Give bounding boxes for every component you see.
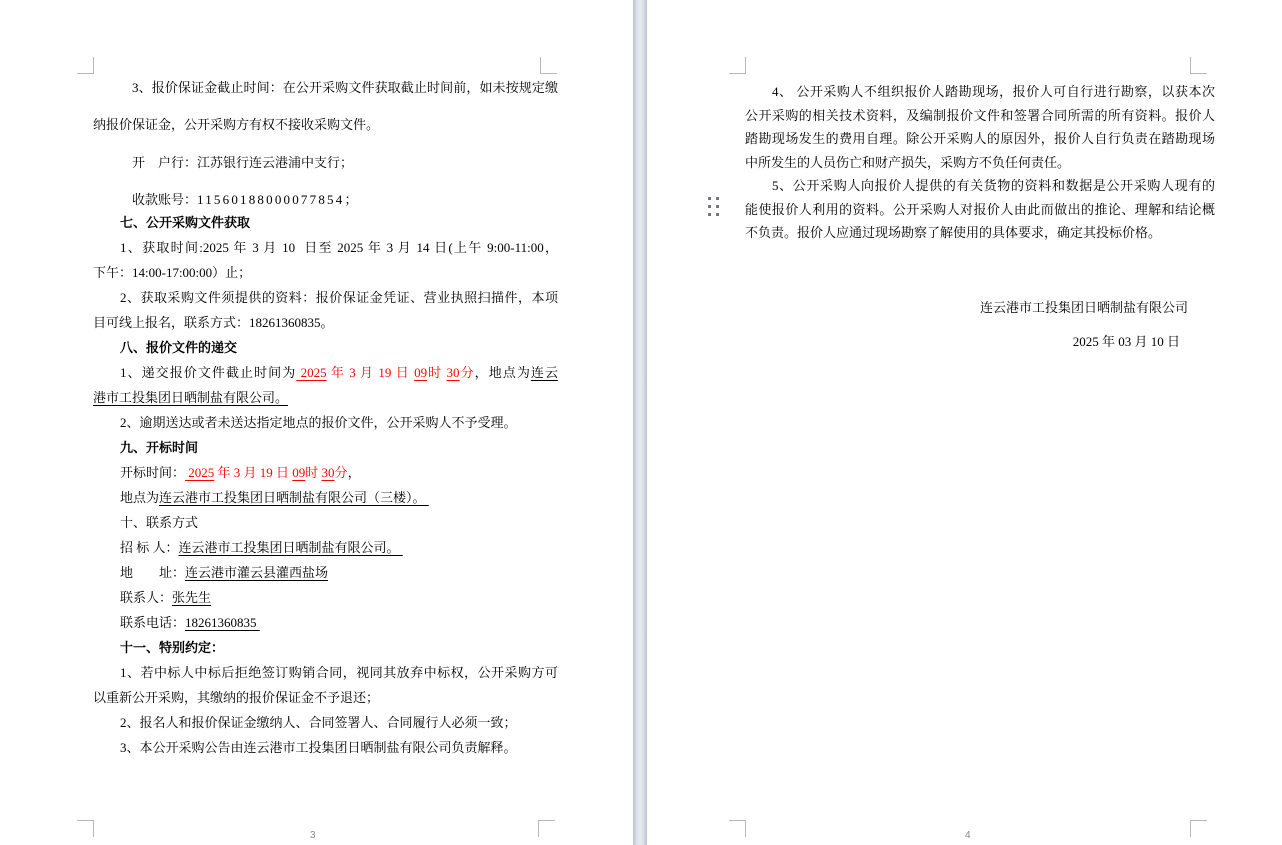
text-segment: 十、联系方式 bbox=[120, 515, 199, 530]
text-segment: 中所发生的人员伤亡和财产损失，采购方不负任何责任。 bbox=[745, 154, 1071, 170]
text-segment: 5、公开采购人向报价人提供的有关货物的资料和数据是公开采购人现有的 bbox=[772, 178, 1215, 193]
text-line bbox=[93, 310, 558, 335]
text-segment: 30 bbox=[321, 465, 335, 480]
text-line bbox=[93, 335, 558, 360]
text-line bbox=[93, 735, 558, 760]
page-3-intro-paragraphs bbox=[93, 69, 558, 218]
text-line bbox=[93, 660, 558, 685]
text-segment: 踏勘现场发生的费用自理。除公开采购人的原因外，报价人自行负责在踏勘现场 bbox=[745, 131, 1215, 146]
text-line bbox=[745, 174, 1215, 198]
text-segment: 开标时间： bbox=[120, 465, 186, 480]
text-segment: 连云港市工投集团日晒制盐有限公司（三楼）。 bbox=[159, 490, 429, 505]
text-line bbox=[745, 221, 1215, 245]
page-4-body-paragraphs bbox=[745, 80, 1215, 245]
text-segment: 年 3 月 19 日 bbox=[214, 465, 293, 480]
text-line bbox=[745, 198, 1215, 222]
text-segment: 年 3 月 19 日 bbox=[326, 365, 415, 380]
page-number-3: 3 bbox=[310, 830, 316, 841]
text-line bbox=[93, 610, 558, 635]
page-3 bbox=[0, 0, 633, 845]
text-segment: 3、报价保证金截止时间：在公开采购文件获取截止时间前，如未按规定缴 bbox=[132, 80, 558, 95]
text-segment: 2025 bbox=[185, 465, 215, 480]
text-line bbox=[93, 210, 558, 235]
text-boundary-mark-top-left bbox=[77, 57, 94, 74]
text-boundary-mark-top-left bbox=[729, 57, 746, 74]
text-segment: 11560188000077854 bbox=[197, 191, 345, 207]
text-line bbox=[93, 585, 558, 610]
page-3-body-paragraphs bbox=[93, 210, 558, 760]
page-gap bbox=[633, 0, 647, 845]
text-line bbox=[93, 460, 558, 485]
signature-company-name: 连云港市工投集团日晒制盐有限公司 bbox=[979, 300, 1188, 315]
text-segment: 09 bbox=[414, 365, 428, 380]
text-segment: 招 标 人： bbox=[120, 540, 179, 555]
text-segment: 时 bbox=[305, 465, 322, 480]
text-segment: 联系电话： bbox=[120, 615, 186, 630]
text-segment: 以重新公开采购，其缴纳的报价保证金不予退还； bbox=[93, 690, 380, 705]
text-segment: 2、逾期送达或者未送达指定地点的报价文件，公开采购人不予受理。 bbox=[120, 415, 517, 430]
text-line bbox=[93, 635, 558, 660]
text-segment: 30 bbox=[446, 365, 460, 380]
text-segment: 2、获取采购文件须提供的资料：报价保证金凭证、营业执照扫描件，本项 bbox=[120, 290, 558, 305]
text-line bbox=[93, 106, 558, 143]
text-segment: 1、递交报价文件截止时间为 bbox=[120, 365, 297, 380]
text-segment: ， bbox=[347, 465, 361, 480]
text-line bbox=[93, 685, 558, 710]
text-segment: ，地点为 bbox=[474, 365, 531, 380]
text-segment: 纳报价保证金，公开采购方有权不接收采购文件。 bbox=[93, 117, 380, 133]
text-line bbox=[93, 360, 558, 385]
text-segment: 收款账号： bbox=[132, 191, 198, 207]
text-segment: 七、公开采购文件获取 bbox=[120, 215, 251, 230]
text-line bbox=[93, 485, 558, 510]
text-line bbox=[745, 104, 1215, 128]
text-segment: 地 址： bbox=[120, 565, 186, 580]
text-segment: 地点为 bbox=[120, 490, 160, 505]
page-number-4: 4 bbox=[965, 830, 971, 841]
signature-date: 2025 年 03 月 10 日 bbox=[1072, 334, 1180, 349]
text-line bbox=[745, 151, 1215, 175]
text-line bbox=[93, 710, 558, 735]
text-segment: 4、 公开采购人不组织报价人踏勘现场，报价人可自行进行勘察，以获本次 bbox=[772, 84, 1215, 99]
text-line bbox=[93, 560, 558, 585]
text-segment: 连云 bbox=[530, 365, 558, 380]
drag-handle-dots bbox=[708, 197, 711, 200]
text-segment: 3、本公开采购公告由连云港市工投集团日晒制盐有限公司负责解释。 bbox=[120, 740, 517, 755]
text-line bbox=[93, 235, 558, 260]
text-segment: 能使报价人利用的资料。公开采购人对报价人由此而做出的推论、理解和结论概 bbox=[745, 201, 1215, 217]
text-segment: 九、开标时间 bbox=[120, 440, 199, 455]
text-segment: 1、获取时间:2025 年 3 月 10 日至 2025 年 3 月 14 日(上午 9:00-11:00， bbox=[120, 240, 558, 255]
text-segment: 开 户行：江苏银行连云港浦中支行； bbox=[132, 154, 354, 170]
text-segment: 时 bbox=[427, 365, 447, 380]
text-segment: 2025 bbox=[296, 365, 327, 380]
text-segment: ； bbox=[344, 191, 358, 207]
text-boundary-mark-top-right bbox=[1190, 57, 1207, 74]
text-line bbox=[93, 385, 558, 410]
text-line bbox=[93, 535, 558, 560]
text-line bbox=[93, 144, 558, 181]
text-segment: 1、若中标人中标后拒绝签订购销合同，视同其放弃中标权，公开采购方可 bbox=[120, 665, 558, 680]
text-line bbox=[93, 510, 558, 535]
text-segment: 港市工投集团日晒制盐有限公司。 bbox=[93, 390, 289, 405]
text-segment: 不负责。报价人应通过现场勘察了解使用的具体要求，确定其投标价格。 bbox=[745, 225, 1162, 240]
text-line bbox=[93, 260, 558, 285]
text-segment: 联系人： bbox=[120, 590, 173, 605]
text-line bbox=[745, 127, 1215, 151]
text-boundary-mark-bottom-right bbox=[538, 820, 555, 837]
text-segment: 十一、特别约定： bbox=[120, 640, 225, 655]
text-segment: 张先生 bbox=[172, 590, 212, 605]
text-segment: 连云港市工投集团日晒制盐有限公司。 bbox=[178, 540, 403, 555]
text-line bbox=[93, 410, 558, 435]
text-segment: 目可线上报名，联系方式：18261360835。 bbox=[93, 315, 334, 330]
text-segment: 连云港市灌云县灌西盐场 bbox=[185, 565, 329, 580]
text-boundary-mark-bottom-left bbox=[77, 820, 94, 837]
text-segment: 分 bbox=[459, 365, 475, 380]
text-segment: 18261360835 bbox=[185, 615, 260, 630]
text-boundary-mark-bottom-left bbox=[729, 820, 746, 837]
text-segment: 八、报价文件的递交 bbox=[120, 340, 238, 355]
text-line bbox=[93, 285, 558, 310]
text-line bbox=[93, 435, 558, 460]
text-line bbox=[745, 80, 1215, 104]
text-boundary-mark-bottom-right bbox=[1190, 820, 1207, 837]
text-segment: 分 bbox=[334, 465, 348, 480]
text-segment: 公开采购的相关技术资料，及编制报价文件和签署合同所需的所有资料。报价人 bbox=[745, 107, 1215, 123]
text-line bbox=[93, 69, 558, 106]
text-segment: 2、报名人和报价保证金缴纳人、合同签署人、合同履行人必须一致； bbox=[120, 715, 517, 730]
drag-handle-icon[interactable] bbox=[708, 197, 719, 217]
text-segment: 09 bbox=[292, 465, 306, 480]
text-segment: 下午：14:00-17:00:00）止； bbox=[93, 265, 252, 280]
page-4 bbox=[647, 0, 1282, 845]
